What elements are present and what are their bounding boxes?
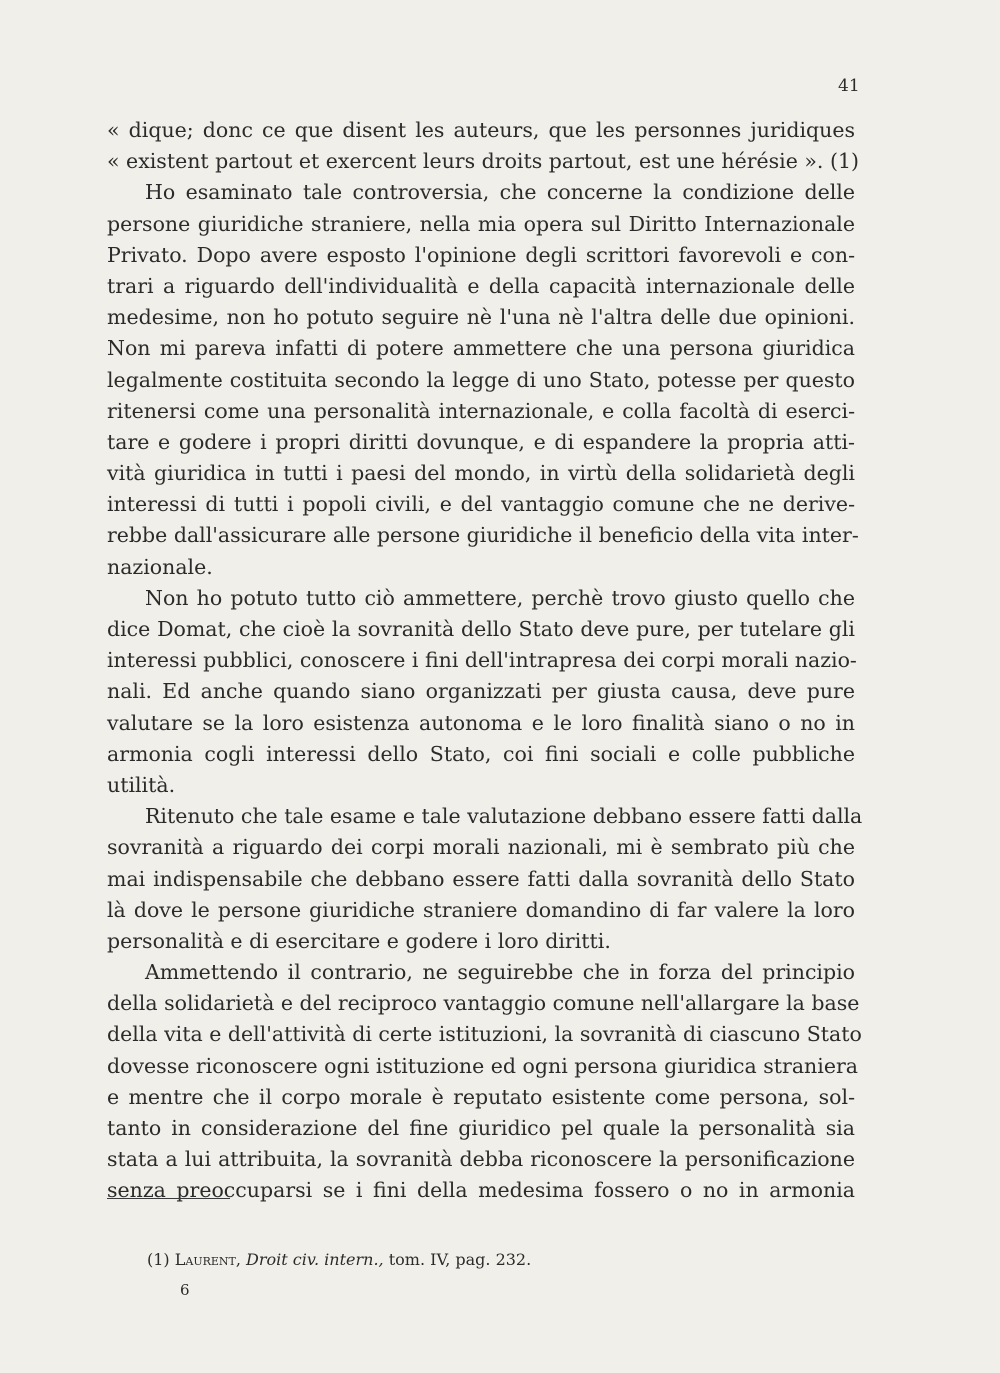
text-line: senza preoccuparsi se i fini della medesima fossero o no in armonia — [107, 1178, 855, 1203]
text-line: nazionale. — [107, 554, 213, 579]
text-line: ritenersi come una personalità internazionale, e colla facoltà di eserci- — [107, 398, 855, 423]
text-line: interessi di tutti i popoli civili, e del vantaggio comune che ne derive- — [107, 492, 855, 517]
text-line: trari a riguardo dell'individualità e della capacità internazionale delle — [107, 273, 855, 298]
text-line: sovranità a riguardo dei corpi morali nazionali, mi è sembrato più che — [107, 835, 855, 860]
text-line: vità giuridica in tutti i paesi del mondo, in virtù della solidarietà degli — [107, 461, 855, 486]
text-line: Ammettendo il contrario, ne seguirebbe che in forza del principio — [145, 960, 855, 985]
footnote-rule — [107, 1198, 230, 1199]
text-line: stata a lui attribuita, la sovranità debba riconoscere la personificazione — [107, 1147, 855, 1172]
text-line: medesime, non ho potuto seguire nè l'una nè l'altra delle due opinioni. — [107, 305, 855, 330]
footnote-reference: tom. IV, pag. 232. — [383, 1250, 532, 1269]
text-line: utilità. — [107, 772, 176, 797]
text-line: mai indispensabile che debbano essere fatti dalla sovranità dello Stato — [107, 866, 855, 891]
text-line: armonia cogli interessi dello Stato, coi fini sociali e colle pubbliche — [107, 741, 855, 766]
body-text — [107, 115, 863, 1207]
text-line: Non ho potuto tutto ciò ammettere, perchè trovo giusto quello che — [145, 585, 855, 610]
footnote-author: Laurent, — [174, 1250, 241, 1269]
page-number: 41 — [838, 76, 860, 96]
text-line: Ho esaminato tale controversia, che concerne la condizione delle — [145, 180, 855, 205]
text-line: Ritenuto che tale esame e tale valutazione debbano essere fatti dalla — [145, 804, 863, 829]
text-line: Privato. Dopo avere esposto l'opinione degli scrittori favorevoli e con- — [107, 242, 855, 267]
footnote — [147, 1250, 531, 1269]
text-line: nali. Ed anche quando siano organizzati per giusta causa, deve pure — [107, 679, 855, 704]
text-line: legalmente costituita secondo la legge di uno Stato, potesse per questo — [107, 367, 855, 392]
footnote-marker: (1) — [147, 1250, 175, 1269]
text-line: personalità e di esercitare e godere i loro diritti. — [107, 928, 611, 953]
text-line: rebbe dall'assicurare alle persone giuridiche il beneficio della vita inter- — [107, 523, 859, 548]
text-line: « existent partout et exercent leurs droits partout, est une hérésie ». (1) — [107, 149, 860, 174]
text-line: e mentre che il corpo morale è reputato esistente come persona, sol- — [107, 1084, 855, 1109]
footnote-title: Droit civ. intern., — [240, 1250, 384, 1269]
text-line: tare e godere i propri diritti dovunque, e di espandere la propria atti- — [107, 429, 855, 454]
signature-mark: 6 — [180, 1281, 190, 1299]
text-line: « dique; donc ce que disent les auteurs, que les personnes juridiques — [107, 118, 855, 142]
text-line: della vita e dell'attività di certe istituzioni, la sovranità di ciascuno Stato — [107, 1022, 862, 1047]
text-line: interessi pubblici, conoscere i fini dell'intrapresa dei corpi morali nazio- — [107, 648, 857, 673]
text-line: dovesse riconoscere ogni istituzione ed ogni persona giuridica straniera — [107, 1053, 858, 1078]
text-line: Non mi pareva infatti di potere ammettere che una persona giuridica — [107, 336, 855, 361]
text-line: tanto in considerazione del fine giuridico pel quale la personalità sia — [107, 1116, 855, 1140]
text-line: là dove le persone giuridiche straniere domandino di far valere la loro — [107, 897, 855, 922]
text-line: dice Domat, che cioè la sovranità dello Stato deve pure, per tutelare gli — [107, 617, 855, 641]
text-line: valutare se la loro esistenza autonoma e le loro finalità siano o no in — [107, 710, 855, 735]
text-line: persone giuridiche straniere, nella mia opera sul Diritto Internazionale — [107, 211, 855, 236]
text-line: della solidarietà e del reciproco vantaggio comune nell'allargare la base — [107, 991, 860, 1016]
